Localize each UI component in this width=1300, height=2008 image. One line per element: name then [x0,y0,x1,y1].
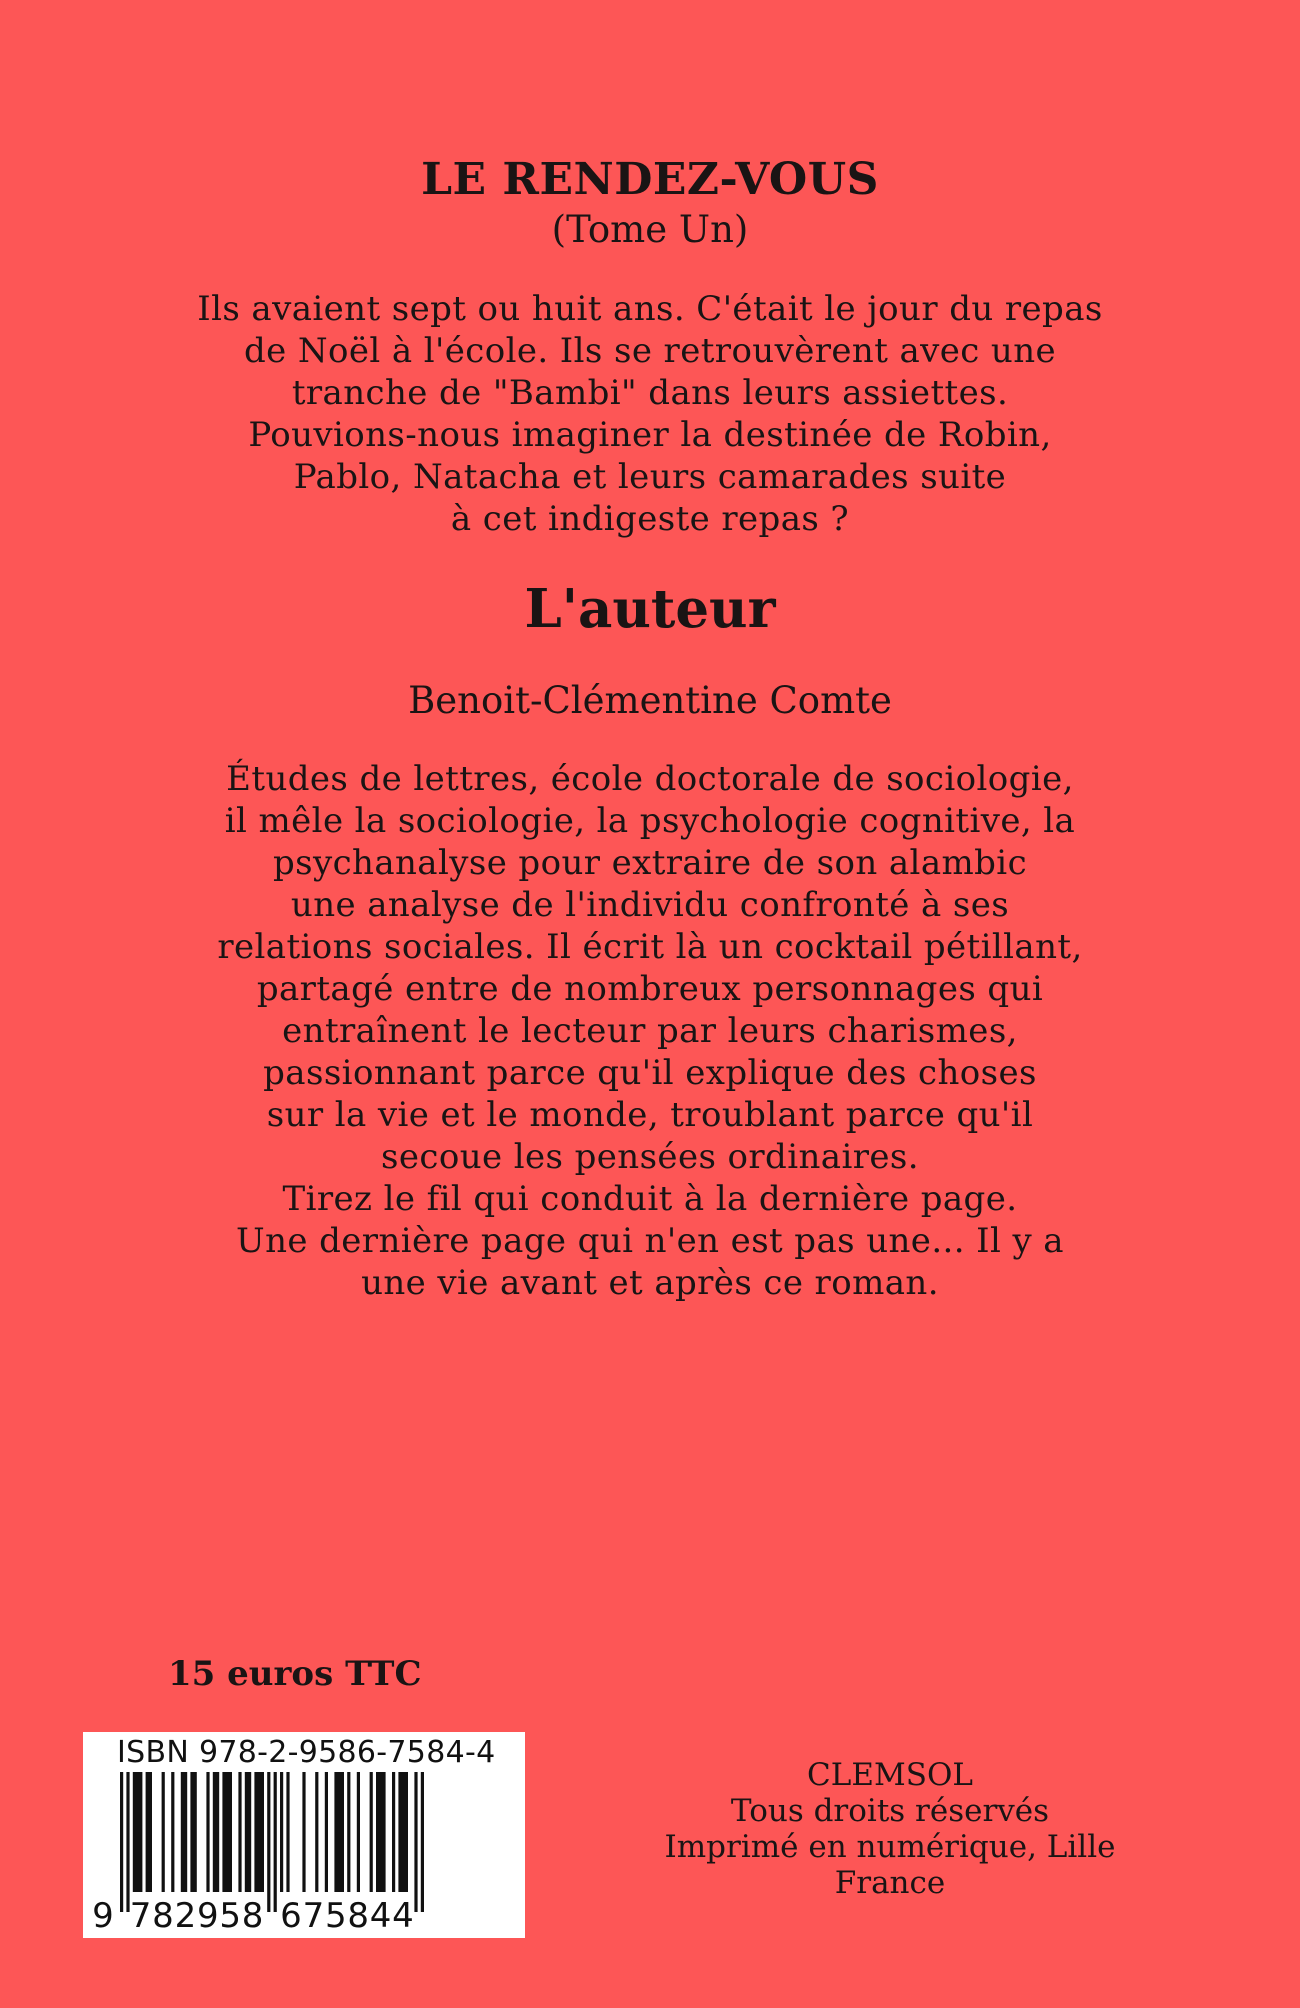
publisher-block [560,1757,1220,1901]
barcode-bar [286,1772,289,1892]
barcode-bar [280,1772,283,1892]
ean-digit: 8 [347,1896,369,1936]
barcode-bar [392,1772,395,1892]
ean-digit: 7 [129,1896,152,1936]
author-heading: L'auteur [524,578,776,640]
bio-line: psychanalyse pour extraire de son alambic [272,843,1028,883]
barcode-guard-bar [414,1772,417,1912]
price-label: 15 euros TTC [168,1654,422,1694]
ean-digit: 2 [174,1896,197,1936]
ean-digit: 6 [280,1896,302,1936]
bio-line: secoue les pensées ordinaires. [381,1137,919,1177]
publisher-rights: Tous droits réservés [730,1793,1050,1829]
bio-line: Études de lettres, école doctorale de sociologie, [226,759,1074,799]
ean-digit: 4 [392,1896,414,1936]
barcode-bar [325,1772,328,1892]
synopsis-line: Pouvions-nous imaginer la destinée de Robin, [248,415,1052,455]
barcode-bar [238,1772,241,1892]
synopsis-line: Pablo, Natacha et leurs camarades suite [293,457,1007,497]
synopsis-line: à cet indigeste repas ? [450,499,850,539]
barcode-bar [398,1772,408,1892]
author-bio [100,758,1200,1304]
bio-line: partagé entre de nombreux personnages qui [256,969,1044,1009]
barcode-guard-bar [267,1772,270,1912]
barcode-bar [206,1772,209,1892]
bio-line: Une dernière page qui n'en est pas une... Il y a [236,1221,1064,1261]
book-subtitle: (Tome Un) [551,208,749,251]
synopsis-line: de Noël à l'école. Ils se retrouvèrent avec une [243,331,1057,371]
barcode-bar [181,1772,187,1892]
synopsis-line: Ils avaient sept ou huit ans. C'était le jour du repas [197,289,1103,329]
isbn-barcode [83,1732,525,1938]
ean-digit: 9 [196,1896,219,1936]
barcode-bar [133,1772,143,1892]
barcode-bar [334,1772,344,1892]
ean-digit: 5 [219,1896,241,1936]
barcode-guard-bar [120,1772,123,1912]
ean-digit: 9 [92,1896,114,1936]
ean-digit: 8 [241,1896,264,1936]
barcode-bar [302,1772,305,1892]
barcode-bar [245,1772,251,1892]
ean-digit: 4 [369,1896,392,1936]
synopsis [100,288,1200,540]
publisher-printing: Imprimé en numérique, Lille [664,1829,1116,1865]
barcode-bar [146,1772,152,1892]
bio-line: Tirez le fil qui conduit à la dernière page. [282,1179,1018,1219]
barcode-bar [370,1772,373,1892]
bio-line: passionnant parce qu'il explique des choses [263,1053,1037,1093]
bio-line: entraînent le lecteur par leurs charismes, [282,1011,1018,1051]
bio-line: sur la vie et le monde, troublant parce qu'il [266,1095,1034,1135]
ean-digit: 7 [302,1896,325,1936]
ean-digits [83,1896,525,1936]
barcode-bar [171,1772,174,1892]
barcode-bar [190,1772,196,1892]
synopsis-line: tranche de "Bambi" dans leurs assiettes. [291,373,1009,413]
barcode-bar [357,1772,360,1892]
ean-digit: 5 [324,1896,347,1936]
barcode-guard-bar [421,1772,424,1912]
publisher-country: France [834,1865,946,1901]
bio-line: il mêle la sociologie, la psychologie cognitive, la [224,801,1076,841]
bio-line: relations sociales. Il écrit là un cocktail pétillant, [217,927,1083,967]
author-name: Benoit-Clémentine Comte [408,679,892,722]
barcode-bar [347,1772,350,1892]
ean-digit: 8 [152,1896,174,1936]
barcode-bar [315,1772,318,1892]
barcode-bar [213,1772,219,1892]
barcode-bar [376,1772,386,1892]
isbn-label: ISBN 978-2-9586-7584-4 [117,1735,496,1770]
barcode-guard-bar [274,1772,277,1912]
bio-line: une vie avant et après ce roman. [361,1263,939,1303]
barcode-bar [222,1772,232,1892]
barcode-bar [162,1772,165,1892]
barcode-bar [254,1772,264,1892]
bio-line: une analyse de l'individu confronté à ses [290,885,1010,925]
book-title: LE RENDEZ-VOUS [421,154,879,205]
publisher-name: CLEMSOL [807,1757,973,1793]
barcode-guard-bar [126,1772,129,1912]
